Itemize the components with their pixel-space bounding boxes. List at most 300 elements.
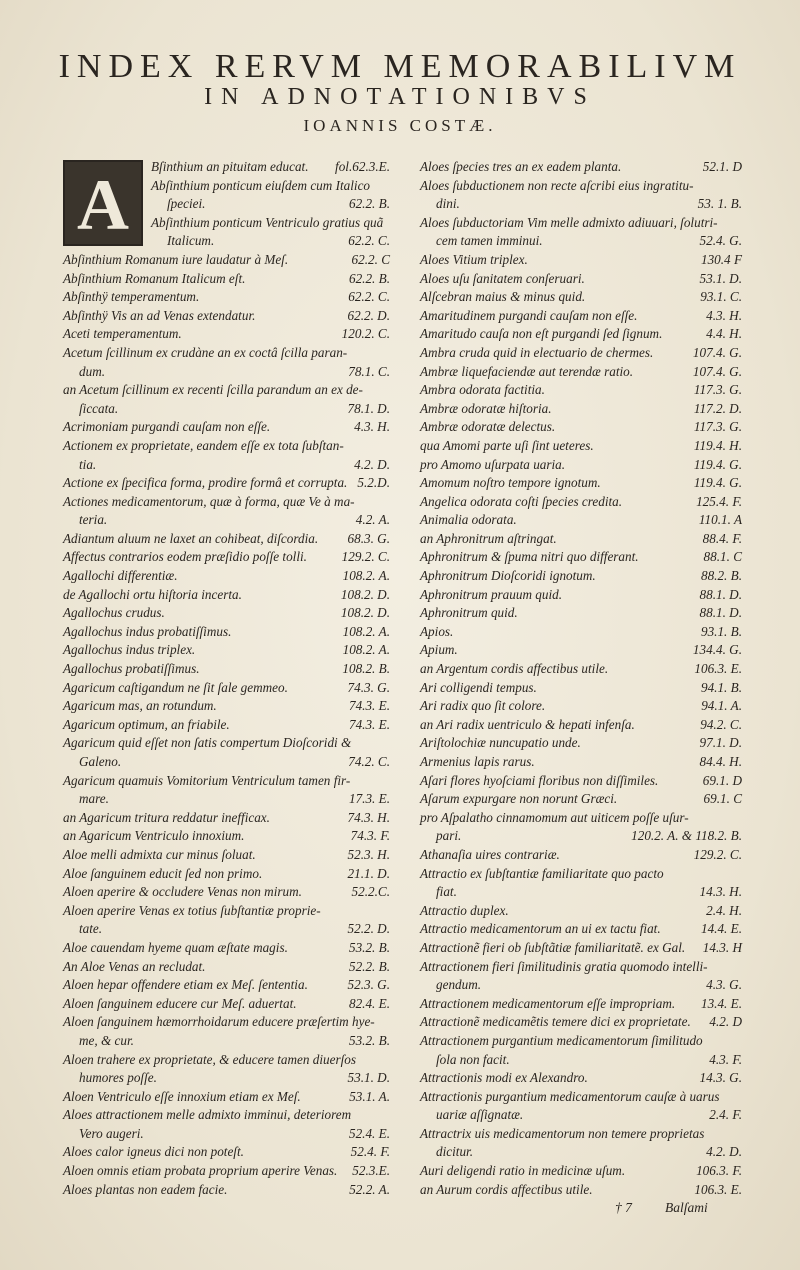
index-entry: [63, 400, 390, 419]
entry-text: Acrimoniam purgandi cauſam non eſſe.: [63, 419, 271, 435]
entry-text: Attractrix uis medicamentorum non temere proprietas: [420, 1125, 705, 1141]
entry-text: Aloe melli admixta cur minus ſoluat.: [63, 846, 256, 862]
entry-text: Aloe cauendam hyeme quam æſtate magis.: [63, 939, 288, 955]
entry-reference: 108.2. D.: [340, 605, 390, 621]
index-entry: [420, 809, 742, 828]
index-entry: [420, 1013, 742, 1032]
entry-reference: 74.3. E.: [348, 698, 390, 714]
index-entry: [63, 1088, 390, 1107]
entry-reference: 4.3. F.: [709, 1051, 742, 1067]
index-entry: [63, 437, 390, 456]
entry-text: Ari colligendi tempus.: [420, 679, 537, 695]
entry-text: humores poſſe.: [79, 1070, 157, 1086]
entry-reference: 84.4. H.: [699, 754, 742, 769]
entry-reference: fol.62.3.E.: [335, 159, 390, 174]
entry-text: Aloes calor igneus dici non poteſt.: [63, 1144, 244, 1160]
entry-text: Galeno.: [79, 754, 122, 769]
index-entry: [420, 344, 742, 363]
entry-reference: 88.1. C: [703, 549, 742, 565]
index-entry: [151, 195, 390, 214]
index-entry: [63, 1013, 390, 1032]
entry-reference: 52.4. F.: [350, 1144, 390, 1160]
entry-reference: 52.4. E.: [348, 1125, 390, 1141]
index-entry: [151, 177, 390, 196]
entry-text: ſiccata.: [79, 400, 119, 416]
index-entry: [420, 902, 742, 921]
left-column: [63, 158, 390, 1199]
entry-reference: 14.3. H.: [699, 884, 742, 900]
entry-reference: 62.2. C.: [348, 289, 390, 305]
entry-reference: 17.3. E.: [348, 791, 390, 807]
index-entry: [420, 270, 742, 289]
entry-text: pro Aſpalatho cinnamomum aut uiticem poſſe uſur-: [420, 809, 689, 825]
entry-reference: 4.2. A.: [355, 512, 390, 528]
entry-text: Ambræ liquefaciendæ aut terendæ ratio.: [420, 363, 634, 379]
catchword: Balſami: [665, 1200, 708, 1215]
index-entry: [63, 1106, 390, 1125]
index-entry: [63, 567, 390, 586]
entry-reference: 4.2. D.: [706, 1144, 742, 1160]
index-entry: [420, 697, 742, 716]
index-entry: [63, 456, 390, 475]
entry-reference: 2.4. F.: [709, 1107, 742, 1123]
entry-text: Attractionẽ medicamẽtis temere dici ex proprietate.: [420, 1014, 691, 1030]
entry-reference: 74.2. C.: [348, 754, 390, 769]
entry-reference: 74.3. F.: [350, 828, 390, 844]
index-entry: [420, 530, 742, 549]
index-entry: [63, 827, 390, 846]
index-entry: [420, 1125, 742, 1144]
index-entry: [420, 679, 742, 698]
index-entry: [63, 976, 390, 995]
entry-reference: 62.2. C: [351, 251, 390, 267]
index-entry: [420, 939, 742, 958]
index-entry: [420, 195, 742, 214]
index-entry: [63, 809, 390, 828]
index-entry: [420, 325, 742, 344]
entry-text: Aphronitrum Dioſcoridi ignotum.: [420, 568, 596, 584]
entry-text: Attractionis modi ex Alexandro.: [420, 1070, 588, 1086]
index-entry: [420, 363, 742, 382]
entry-text: Aphronitrum & ſpuma nitri quo differant.: [420, 549, 639, 565]
index-entry: [420, 1106, 742, 1125]
index-entry: [63, 474, 390, 493]
entry-reference: 69.1. D: [702, 772, 742, 788]
entry-reference: 120.2. C.: [341, 326, 390, 342]
index-entry: [63, 1181, 390, 1200]
index-entry: [420, 976, 742, 995]
entry-reference: 14.3. H: [702, 939, 742, 955]
index-entry: [420, 177, 742, 196]
entry-reference: 108.2. B.: [342, 661, 390, 677]
entry-reference: 93.1. C.: [700, 289, 742, 305]
index-entry: [420, 753, 742, 772]
entry-text: teria.: [79, 512, 108, 528]
entry-text: Bſinthium an pituitam educat.: [151, 159, 309, 174]
index-entry: [420, 958, 742, 977]
entry-text: Apios.: [420, 623, 454, 639]
index-entry: [63, 381, 390, 400]
entry-text: ſola non facit.: [436, 1051, 510, 1067]
entry-text: pro Amomo uſurpata uaria.: [420, 456, 566, 472]
entry-text: Abſinthium ponticum Ventriculo gratius quã: [151, 214, 384, 230]
entry-text: Agallochus indus triplex.: [63, 642, 196, 658]
entry-text: uariæ aſſignatæ.: [436, 1107, 524, 1123]
index-entry: [63, 734, 390, 753]
entry-text: Ari radix quo ſit colore.: [420, 698, 546, 714]
entry-reference: 53.1. D.: [699, 270, 742, 286]
entry-reference: 119.4. H.: [693, 437, 742, 453]
entry-text: Aceti temperamentum.: [63, 326, 182, 342]
entry-text: Adiantum aluum ne laxet an cohibeat, diſcordia.: [63, 530, 319, 546]
index-entry: [420, 604, 742, 623]
entry-reference: 94.2. C.: [700, 716, 742, 732]
index-entry: [63, 1051, 390, 1070]
entry-text: An Aloe Venas an recludat.: [63, 958, 206, 974]
index-entry: [420, 511, 742, 530]
entry-reference: 68.3. G.: [347, 530, 390, 546]
index-entry: [420, 307, 742, 326]
entry-text: Abſinthium Romanum iure laudatur à Meſ.: [63, 251, 289, 267]
index-entry: [63, 288, 390, 307]
entry-text: Alſcebran maius & minus quid.: [420, 289, 586, 305]
entry-reference: 78.1. C.: [348, 363, 390, 379]
entry-reference: 117.3. G.: [693, 419, 742, 435]
entry-reference: 74.3. G.: [347, 679, 390, 695]
entry-reference: 14.3. G.: [699, 1070, 742, 1086]
entry-text: dum.: [79, 363, 106, 379]
entry-reference: 106.3. F.: [696, 1163, 742, 1179]
entry-reference: 107.4. G.: [692, 363, 742, 379]
index-entry: [151, 158, 390, 177]
index-entry: [420, 232, 742, 251]
index-entry: [63, 679, 390, 698]
index-entry: [63, 325, 390, 344]
entry-text: de Agallochi ortu hiſtoria incerta.: [63, 586, 242, 602]
index-entry: [420, 734, 742, 753]
entry-reference: 53.1. D.: [347, 1070, 390, 1086]
entry-text: Attractio duplex.: [420, 902, 509, 918]
entry-reference: 125.4. F.: [696, 493, 742, 509]
index-entry: [420, 1069, 742, 1088]
index-entry: [63, 586, 390, 605]
entry-text: Amaritudinem purgandi cauſam non eſſe.: [420, 307, 638, 323]
index-entry: [63, 772, 390, 791]
entry-text: Ambræ odoratæ hiſtoria.: [420, 400, 552, 416]
entry-text: Aloes ſubductionem non recte aſcribi eius ingratitu-: [420, 177, 694, 193]
entry-text: an Aurum cordis affectibus utile.: [420, 1181, 593, 1197]
index-entry: [63, 716, 390, 735]
entry-text: Attractionẽ fieri ob ſubſtãtiæ familiaritatẽ. ex Gal.: [420, 939, 686, 955]
entry-reference: 110.1. A: [698, 512, 742, 528]
index-title: INDEX RERVM MEMORABILIVM: [58, 48, 742, 85]
index-entry: [63, 1069, 390, 1088]
entry-reference: 14.4. E.: [700, 921, 742, 937]
entry-text: tia.: [79, 456, 97, 472]
entry-reference: 82.4. E.: [348, 995, 390, 1011]
index-entry: [151, 232, 390, 251]
entry-reference: 52.3. G.: [347, 977, 390, 993]
entry-text: Ambræ odoratæ delectus.: [420, 419, 556, 435]
index-entry: [63, 418, 390, 437]
entry-reference: 52.3. H.: [347, 846, 390, 862]
entry-text: an Agaricum Ventriculo innoxium.: [63, 828, 245, 844]
entry-text: Acetum ſcillinum ex crudàne an ex coctâ ſcilla paran-: [63, 344, 348, 360]
entry-reference: 130.4 F: [700, 251, 742, 267]
entry-reference: 4.2. D.: [354, 456, 390, 472]
entry-reference: 88.4. F.: [702, 530, 742, 546]
entry-reference: 108.2. A.: [342, 623, 390, 639]
entry-text: ſpeciei.: [167, 196, 206, 212]
entry-text: Agaricum quid eſſet non ſatis compertum Dioſcoridi &: [63, 735, 352, 751]
index-entry: [63, 883, 390, 902]
entry-text: Ambra cruda quid in electuario de chermes.: [420, 344, 654, 360]
index-entry: [420, 920, 742, 939]
entry-text: Attractionis purgantium medicamentorum cauſæ à uarus: [420, 1088, 720, 1104]
entry-text: dicitur.: [436, 1144, 473, 1160]
entry-text: Aloes uſu ſanitatem conſeruari.: [420, 270, 585, 286]
entry-text: Actionem ex proprietate, eandem eſſe ex tota ſubſtan-: [63, 437, 344, 453]
entry-text: Attractionem fieri ſimilitudinis gratia quomodo intelli-: [420, 958, 708, 974]
entry-text: Affectus contrarios eodem præſidio poſſe tolli.: [63, 549, 307, 565]
entry-text: Agallochus indus probatiſſimus.: [63, 623, 232, 639]
entry-reference: 52.2.C.: [351, 884, 390, 900]
index-entry: [420, 1162, 742, 1181]
index-entry: [63, 846, 390, 865]
entry-reference: 88.2. B.: [700, 568, 742, 584]
index-entry: [63, 623, 390, 642]
index-entry: [420, 790, 742, 809]
entry-reference: 108.2. A.: [342, 642, 390, 658]
index-entry: [420, 381, 742, 400]
index-entry: [63, 660, 390, 679]
entry-text: Aloen hepar offendere etiam ex Meſ. ſententia.: [63, 977, 308, 993]
index-entry: [63, 270, 390, 289]
entry-reference: 93.1. B.: [700, 623, 742, 639]
index-entry: [63, 958, 390, 977]
index-entry: [420, 716, 742, 735]
index-entry: [420, 493, 742, 512]
entry-reference: 94.1. B.: [700, 679, 742, 695]
signature-mark: † 7: [615, 1200, 632, 1215]
entry-reference: 4.3. H.: [354, 419, 390, 435]
entry-text: an Aphronitrum aſtringat.: [420, 530, 557, 546]
entry-reference: 107.4. G.: [692, 344, 742, 360]
index-entry: [420, 474, 742, 493]
index-entry: [63, 865, 390, 884]
entry-text: Aloen omnis etiam probata proprium aperire Venas.: [63, 1163, 338, 1179]
right-column: [420, 158, 742, 1199]
index-entry: [420, 288, 742, 307]
entry-reference: 4.3. H.: [706, 307, 742, 323]
entry-reference: 88.1. D.: [699, 605, 742, 621]
index-author: IOANNIS COSTÆ.: [303, 116, 497, 135]
entry-text: Ambra odorata factitia.: [420, 382, 545, 398]
entry-text: Aſari flores hyoſciami floribus non diſſimiles.: [420, 772, 659, 788]
entry-text: Aloen ſanguinem educere cur Meſ. aduertat.: [63, 995, 297, 1011]
entry-reference: 108.2. D.: [340, 586, 390, 602]
entry-text: Abſinthium ponticum eiuſdem cum Italico: [151, 177, 371, 193]
index-subtitle: IN ADNOTATIONIBVS: [204, 84, 596, 110]
entry-text: Abſinthÿ temperamentum.: [63, 289, 200, 305]
entry-text: Aloe ſanguinem educit ſed non primo.: [63, 865, 263, 881]
entry-reference: 74.3. E.: [348, 716, 390, 732]
index-entry: [63, 604, 390, 623]
entry-reference: 21.1. D.: [347, 865, 390, 881]
entry-reference: 108.2. A.: [342, 568, 390, 584]
entry-text: Aloen Ventriculo eſſe innoxium etiam ex Meſ.: [63, 1088, 301, 1104]
index-entry: [420, 827, 742, 846]
entry-text: qua Amomi parte uſi ſint ueteres.: [420, 437, 594, 453]
index-entry: [420, 158, 742, 177]
entry-reference: 62.2. B.: [348, 270, 390, 286]
entry-text: Attractionem medicamentorum eſſe impropriam.: [420, 995, 676, 1011]
index-entry: [420, 567, 742, 586]
index-entry: [63, 920, 390, 939]
entry-text: Agaricum mas, an rotundum.: [63, 698, 217, 714]
entry-text: Italicum.: [167, 233, 215, 249]
index-entry: [63, 902, 390, 921]
entry-text: pari.: [436, 828, 462, 844]
index-entry: [420, 1181, 742, 1200]
index-entry: [420, 1143, 742, 1162]
entry-text: Aphronitrum quid.: [420, 605, 518, 621]
index-entry: [63, 251, 390, 270]
entry-reference: 117.3. G.: [693, 382, 742, 398]
entry-text: Aloes plantas non eadem facie.: [63, 1181, 228, 1197]
entry-reference: 117.2. D.: [693, 400, 742, 416]
index-entry: [63, 641, 390, 660]
entry-reference: 52.4. G.: [699, 233, 742, 249]
entry-text: Aſarum expurgare non norunt Græci.: [420, 791, 618, 807]
entry-text: Attractio medicamentorum an ui ex tactu fiat.: [420, 921, 661, 937]
index-entry: [63, 697, 390, 716]
entry-reference: 62.2. D.: [347, 307, 390, 323]
entry-text: Aphronitrum prauum quid.: [420, 586, 563, 602]
entry-reference: 53.2. B.: [348, 1032, 390, 1048]
index-entry: [63, 548, 390, 567]
index-entry: [420, 214, 742, 233]
entry-text: an Ari radix uentriculo & hepati infenſa.: [420, 716, 635, 732]
entry-reference: 78.1. D.: [347, 400, 390, 416]
index-entry: [63, 939, 390, 958]
index-entry: [63, 1143, 390, 1162]
entry-text: Abſinthium Romanum Italicum eſt.: [63, 270, 246, 286]
entry-reference: 52.2. B.: [348, 958, 390, 974]
entry-reference: 106.3. E.: [694, 661, 742, 677]
entry-text: Aloes Vitium triplex.: [420, 251, 528, 267]
entry-reference: 94.1. A.: [701, 698, 742, 714]
index-entry: [420, 1088, 742, 1107]
entry-text: me, & cur.: [79, 1032, 134, 1048]
index-entry: [420, 456, 742, 475]
index-entry: [63, 753, 390, 772]
index-entry: [63, 511, 390, 530]
entry-text: Apium.: [420, 642, 458, 658]
entry-reference: 52.3.E.: [352, 1163, 390, 1179]
index-entry: [420, 251, 742, 270]
entry-reference: 52.2. A.: [349, 1181, 390, 1197]
entry-text: Agaricum caſtigandum ne ſit ſale gemmeo.: [63, 679, 288, 695]
entry-text: Aloen trahere ex proprietate, & educere tamen diuerſos: [63, 1051, 356, 1067]
entry-text: Aloes ſubductoriam Vim melle admixto adiuuari, ſolutri-: [420, 214, 718, 230]
index-entry: [420, 623, 742, 642]
entry-text: Angelica odorata coſti ſpecies credita.: [420, 493, 623, 509]
entry-reference: 74.3. H.: [347, 809, 390, 825]
index-entry: [420, 772, 742, 791]
entry-text: Agallochus probatiſſimus.: [63, 661, 200, 677]
index-entry: [63, 1125, 390, 1144]
entry-text: an Argentum cordis affectibus utile.: [420, 661, 609, 677]
entry-text: gendum.: [436, 977, 482, 993]
entry-text: Amomum noſtro tempore ignotum.: [420, 475, 601, 491]
entry-text: Armenius lapis rarus.: [420, 754, 535, 769]
entry-text: an Acetum ſcillinum ex recenti ſcilla parandum an ex de-: [63, 382, 363, 398]
entry-text: Aloen ſanguinem hæmorrhoidarum educere præſertim hye-: [63, 1014, 375, 1030]
entry-text: dini.: [436, 196, 460, 212]
index-entry: [420, 1051, 742, 1070]
index-entry: [420, 586, 742, 605]
index-entry: [420, 548, 742, 567]
entry-text: Actione ex ſpecifica forma, prodire formâ et corrupta.: [63, 475, 348, 491]
entry-text: Athanaſia uires contrariæ.: [420, 846, 560, 862]
index-entry: [420, 846, 742, 865]
index-entry: [420, 865, 742, 884]
entry-text: cem tamen imminui.: [436, 233, 543, 249]
index-entry: [420, 660, 742, 679]
entry-reference: 88.1. D.: [699, 586, 742, 602]
entry-text: Agallochi differentiæ.: [63, 568, 178, 584]
entry-reference: 5.2.D.: [357, 475, 390, 491]
entry-reference: 119.4. G.: [693, 475, 742, 491]
entry-reference: 53.2. B.: [348, 939, 390, 955]
entry-reference: 4.3. G.: [706, 977, 742, 993]
index-entry: [420, 400, 742, 419]
entry-reference: 129.2. C.: [693, 846, 742, 862]
entry-text: Aloes attractionem melle admixto imminui, deteriorem: [63, 1107, 352, 1123]
index-entry: [420, 995, 742, 1014]
entry-reference: 62.2. C.: [348, 233, 390, 249]
entry-reference: 129.2. C.: [341, 549, 390, 565]
index-entry: [63, 530, 390, 549]
index-entry: [63, 344, 390, 363]
entry-reference: 97.1. D.: [699, 735, 742, 751]
index-entry: [63, 1032, 390, 1051]
entry-text: tate.: [79, 921, 103, 937]
entry-text: Aloen aperire Venas ex totius ſubſtantiæ proprie-: [63, 902, 321, 918]
decorated-initial: A: [63, 160, 143, 246]
entry-text: fiat.: [436, 884, 457, 900]
entry-reference: 119.4. G.: [693, 456, 742, 472]
entry-text: Amaritudo cauſa non eſt purgandi ſed ſignum.: [420, 326, 663, 342]
entry-reference: 53. 1. B.: [697, 196, 742, 212]
entry-text: Actiones medicamentorum, quæ à forma, quæ Ve à ma-: [63, 493, 355, 509]
index-entry: [420, 883, 742, 902]
index-entry: [63, 493, 390, 512]
entry-reference: 13.4. E.: [700, 995, 742, 1011]
index-entry: [63, 307, 390, 326]
index-entry: [63, 1162, 390, 1181]
index-entry: [63, 790, 390, 809]
index-entry: [151, 214, 390, 233]
entry-text: an Agaricum tritura reddatur inefficax.: [63, 809, 270, 825]
index-entry: [63, 363, 390, 382]
entry-text: Ariſtolochiæ nuncupatio unde.: [420, 735, 581, 751]
entry-text: Attractio ex ſubſtantiæ familiaritate quo pacto: [420, 865, 664, 881]
entry-text: Aloes ſpecies tres an ex eadem planta.: [420, 159, 622, 174]
entry-reference: 106.3. E.: [694, 1181, 742, 1197]
index-entry: [420, 437, 742, 456]
